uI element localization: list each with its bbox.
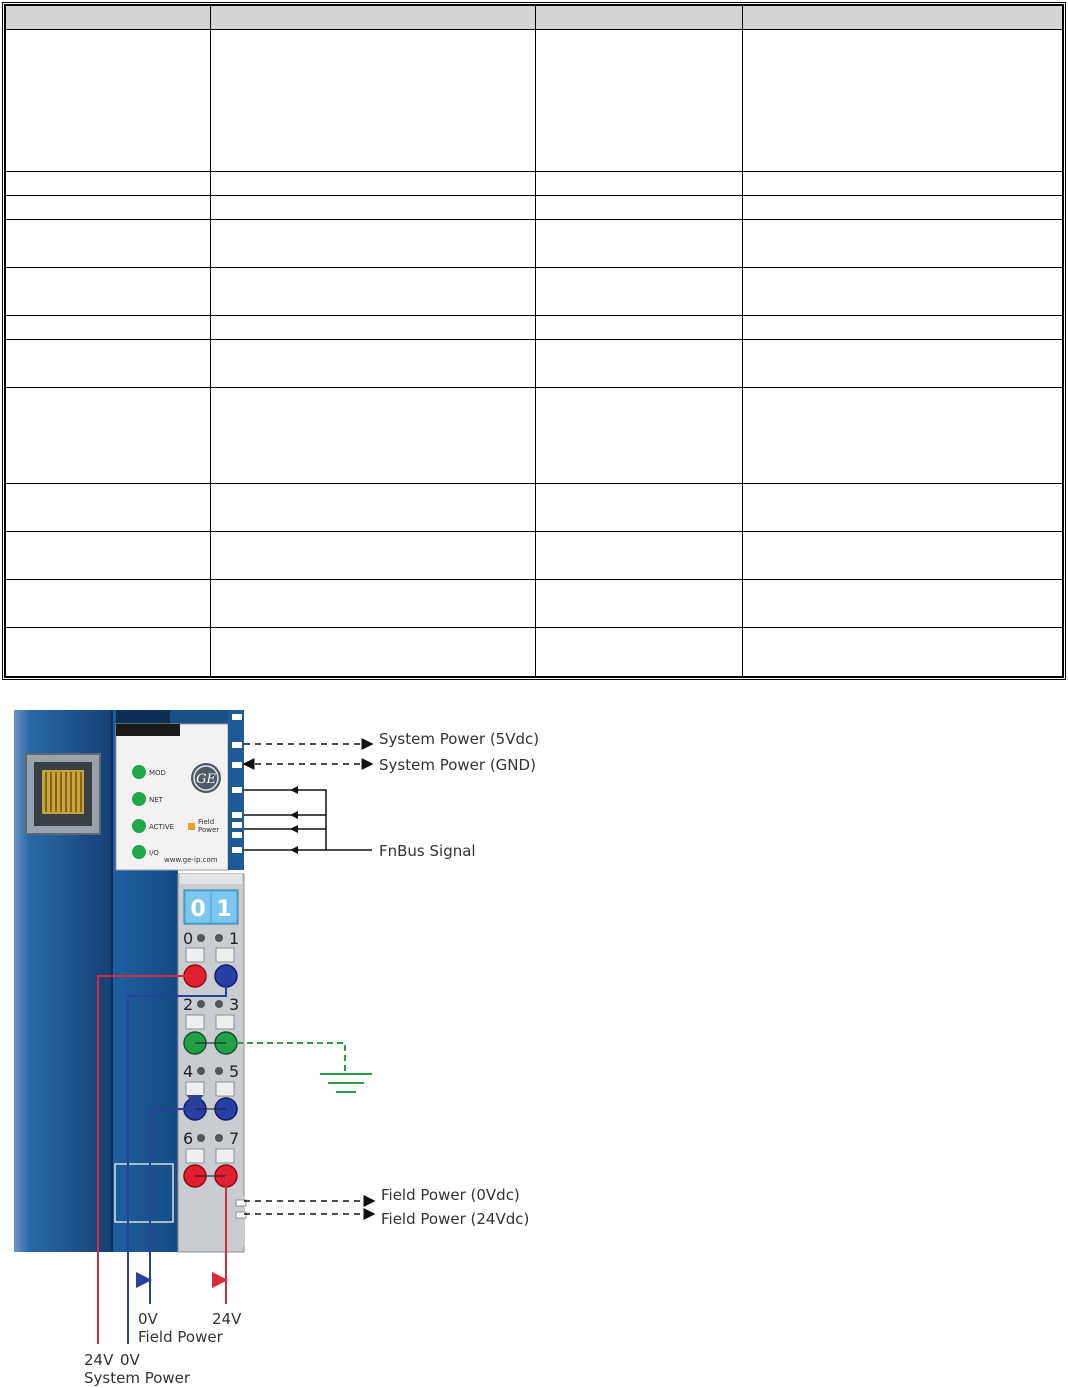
led-label-net: NET	[149, 796, 163, 804]
header-cell	[211, 6, 536, 30]
label-fnbus-signal: FnBus Signal	[379, 842, 476, 860]
ethernet-port-icon	[26, 754, 100, 834]
label-field-power-24vdc: Field Power (24Vdc)	[381, 1210, 530, 1228]
table-row	[6, 220, 1063, 268]
table-row	[6, 30, 1063, 172]
table-row	[6, 316, 1063, 340]
header-cell	[6, 6, 211, 30]
led-label-active: ACTIVE	[149, 823, 175, 831]
led-active	[132, 819, 146, 833]
display-digit-1: 1	[216, 897, 232, 922]
table-row	[6, 580, 1063, 628]
table-row	[6, 628, 1063, 677]
spec-grid	[5, 5, 1063, 677]
table-row	[6, 532, 1063, 580]
terminal-number-2: 2	[183, 995, 194, 1014]
terminal-number-1: 1	[229, 929, 240, 948]
led-label-mod: MOD	[149, 769, 166, 777]
wiring-diagram	[0, 684, 1068, 1388]
led-label-io: I/O	[149, 849, 159, 857]
led-mod	[132, 765, 146, 779]
terminal-number-0: 0	[183, 929, 194, 948]
fnbus-signal-arrows	[244, 790, 372, 850]
terminal-number-4: 4	[183, 1062, 194, 1081]
led-net	[132, 792, 146, 806]
module-url: www.ge-ip.com	[164, 856, 218, 864]
field-power-led-label-1: Field	[198, 818, 215, 826]
ground-icon	[237, 1043, 372, 1092]
header-cell	[743, 6, 1063, 30]
terminal-number-7: 7	[229, 1129, 240, 1148]
label-system-power-5v: System Power (5Vdc)	[379, 730, 540, 748]
label-field-power-0vdc: Field Power (0Vdc)	[381, 1186, 520, 1204]
label-field-0v: 0V	[138, 1310, 158, 1328]
table-row	[6, 172, 1063, 196]
specification-table	[2, 2, 1066, 680]
ge-logo-icon	[191, 763, 221, 793]
table-row	[6, 340, 1063, 388]
terminal-number-3: 3	[229, 995, 240, 1014]
label-system-0v: 0V	[120, 1351, 140, 1369]
table-row	[6, 196, 1063, 220]
table-row	[6, 388, 1063, 484]
label-system-power-gnd: System Power (GND)	[379, 756, 536, 774]
label-system-24v: 24V	[84, 1351, 114, 1369]
terminal-number-6: 6	[183, 1129, 194, 1148]
svg-text:GE: GE	[196, 772, 216, 787]
header-cell	[536, 6, 743, 30]
table-header-row	[6, 6, 1063, 30]
display-digit-0: 0	[190, 897, 206, 922]
table-row	[6, 484, 1063, 532]
label-field-power: Field Power	[138, 1328, 223, 1346]
led-field-power	[188, 823, 195, 830]
label-field-24v: 24V	[212, 1310, 242, 1328]
field-power-led-label-2: Power	[198, 826, 220, 834]
wiring-diagram-svg	[0, 684, 1068, 1388]
terminal-number-5: 5	[229, 1062, 240, 1081]
label-system-power: System Power	[84, 1369, 191, 1387]
table-row	[6, 268, 1063, 316]
led-io	[132, 845, 146, 859]
